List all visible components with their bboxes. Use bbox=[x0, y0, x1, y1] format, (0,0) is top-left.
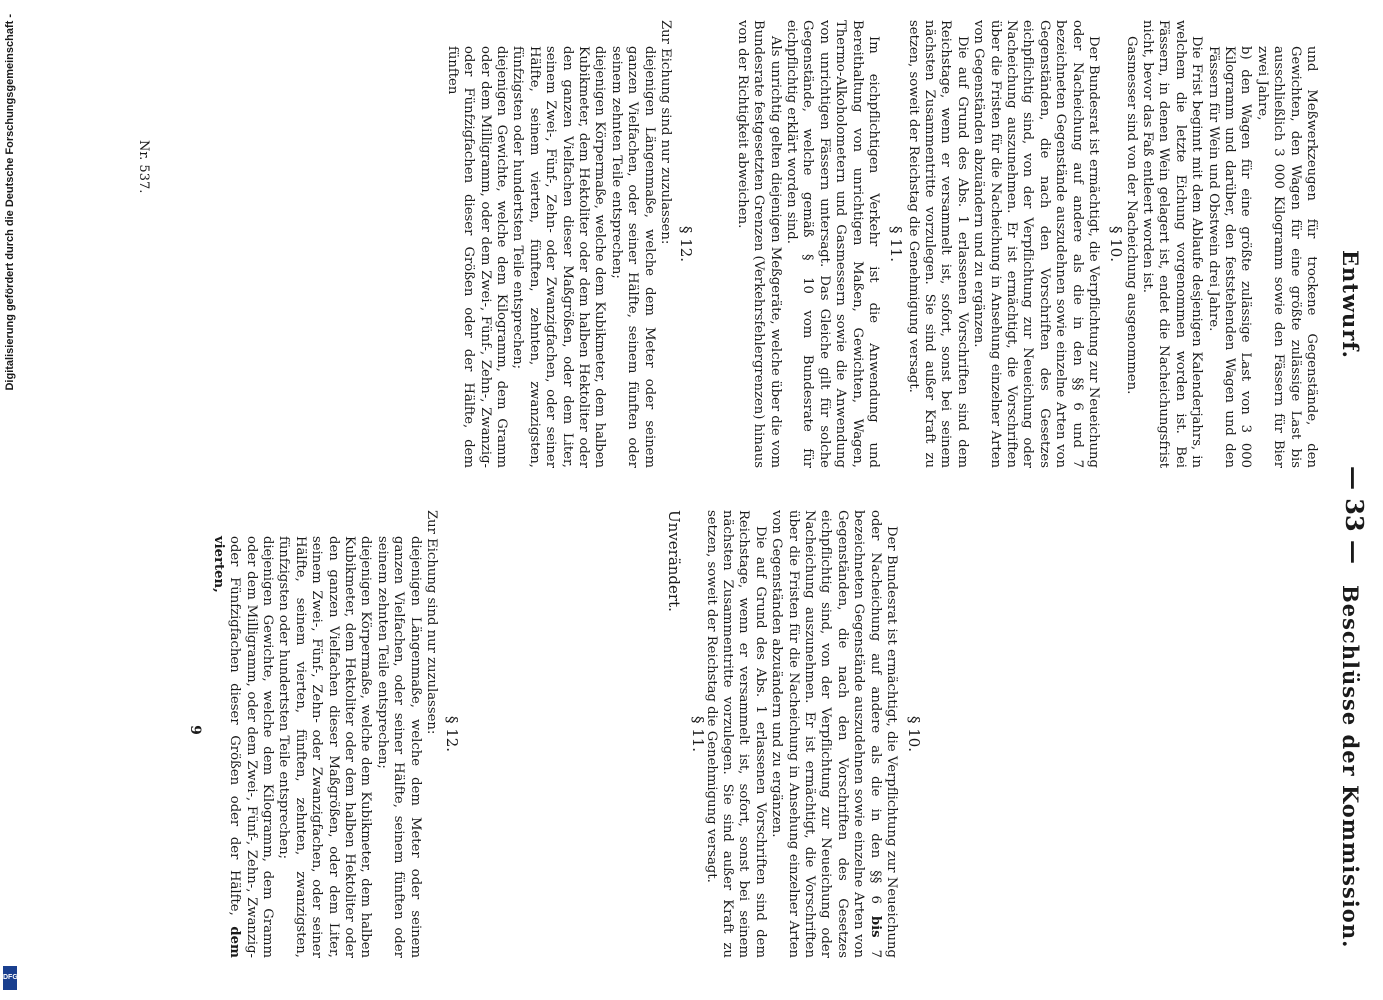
left-paragraph-frist: Die Frist beginnt mit dem Ablaufe desjenigen Kalenderjahrs, in welchem die letzte Eichung vorgenommen worden ist. Bei Fässern, in denen Wein gelagert ist, endet die Nacheichungsfrist nicht, bevor das Faß entleert worden ist. bbox=[1139, 20, 1205, 468]
right-sec10-text-after: 7 bezeichneten Gegenstände auszudehnen sowie einzelne Arten von Gegenständen, die nach den Vorschriften des Gesetzes eichpflichtig sind, von der Verpflichtung zur Neueichung oder Nacheichung auszunehmen. Er ist ermächtigt, die Vorschriften über die Fristen für die Nacheichung in Ansehung einzelner Arten von Gegenständen abzuändern und zu ergänzen. bbox=[769, 510, 883, 958]
digitization-credit-text: Digitalisierung gefördert durch die Deutsche Forschungsgemeinschaft - bbox=[4, 14, 16, 391]
right-sec10-paragraph-1 bbox=[768, 510, 899, 958]
left-sec11-paragraph-1: Im eichpflichtigen Verkehr ist die Anwendung und Bereithaltung von unrichtigen Maßen, Gewichten, Wagen, Thermo-Alkoholometern und Gasmessern sowie die Anwendung von unrichtigen Fässern untersagt. Das Gleiche gilt für solche Gegenstände, welche gemäß § 10 vom Bundesrate für eichpflichtig erklärt worden sind. bbox=[783, 20, 881, 468]
left-sec10-paragraph-2: Die auf Grund des Abs. 1 erlassenen Vorschriften sind dem Reichstage, wenn er versammelt ist, sofort, sonst bei seinem nächsten Zusammentritte vorzulegen. Sie sind außer Kraft zu setzen, soweit der Reichstag die Genehmigung versagt. bbox=[905, 20, 970, 468]
left-top-text bbox=[1122, 20, 1319, 468]
page-number: — 33 — bbox=[1340, 465, 1369, 565]
right-section-12-text bbox=[209, 510, 439, 958]
left-paragraph-b: b) den Wagen für eine größte zulässige Last von 3 000 Kilogramm und darüber, den feststehenden Wagen und den Fässern für Wein und Obstwein drei Jahre. bbox=[1205, 46, 1254, 468]
right-sec12-bold-dem-vierten: dem vierten, bbox=[210, 536, 243, 958]
right-sec12-gewichte-text: diejenigen Gewichte, welche dem Kilogramm, dem Gramm oder dem Milligramm, oder dem Zwei-, Fünf-, Zehn-, Zwanzig- oder Fünfzigfachen dieser Größen oder der Hälfte, bbox=[227, 536, 275, 958]
left-sec11-paragraph-2: Als unrichtig gelten diejenigen Meßgeräte, welche über die vom Bundesrate festgesetzten Grenzen (Verkehrsfehlergrenzen) hinaus von der Richtigkeit abweichen. bbox=[734, 20, 783, 468]
right-section-12-title: § 12. bbox=[443, 715, 461, 753]
right-footer-signature: 9 bbox=[187, 725, 203, 735]
right-column-heading: Beschlüsse der Kommission. bbox=[1338, 585, 1363, 949]
digitization-margin-note bbox=[0, 0, 22, 1000]
dfg-logo: DFG bbox=[3, 966, 17, 990]
left-column-heading: Entwurf. bbox=[1338, 250, 1363, 359]
right-section-10-title: § 10. bbox=[905, 715, 923, 753]
left-sec12-intro: Zur Eichung sind nur zuzulassen: bbox=[658, 20, 673, 245]
right-sec12-gewichte bbox=[209, 510, 275, 958]
left-section-10-title: § 10. bbox=[1107, 225, 1125, 263]
right-section-10-text bbox=[702, 510, 899, 958]
left-footer-number: Nr. 537. bbox=[136, 140, 151, 194]
left-section-12-title: § 12. bbox=[677, 225, 695, 263]
right-sec10-text-before: Der Bundesrat ist ermächtigt, die Verpflichtung zur Neueichung oder Nacheichung auf andere als die in den §§ 6 bbox=[867, 510, 899, 958]
left-section-10-text bbox=[904, 20, 1101, 468]
left-paragraph-gasmesser: Gasmesser sind von der Nacheichung ausgenommen. bbox=[1123, 36, 1139, 395]
right-sec10-bold-bis: bis bbox=[867, 915, 883, 938]
right-sec10-paragraph-2: Die auf Grund des Abs. 1 erlassenen Vorschriften sind dem Reichstage, wenn er versammelt ist, sofort, sonst bei seinem nächsten Zusammentritte vorzulegen. Sie sind außer Kraft zu setzen, soweit der Reichstag die Genehmigung versagt. bbox=[703, 510, 768, 958]
left-paragraph-a: und Meßwerkzeugen für trockene Gegenstände, den Gewichten, den Wagen für eine größte zulässige Last bis ausschließlich 3 000 Kilogramm sowie den Fässern für Bier zwei Jahre, bbox=[1254, 46, 1319, 468]
right-sec12-koerpermasse: diejenigen Körpermaße, welche dem Kubikmeter, dem halben Kubikmeter, dem Hektoliter oder dem halben Hektoliter oder den ganzen Vielfachen dieser Maßgrößen, oder dem Liter, seinem Zwei-, Fünf-, Zehn- oder Zwanzigfachen, oder seiner Hälfte, seinem vierten, fünften, zehnten, zwanzigsten, fünfzigsten oder hundertsten Teile entsprechen; bbox=[276, 536, 374, 958]
right-section-11-title: § 11. bbox=[689, 715, 707, 753]
left-section-12-text bbox=[443, 20, 673, 468]
right-sec12-laengenmasse: diejenigen Längenmaße, welche dem Meter oder seinem ganzen Vielfachen, oder seiner Hälfte, seinem fünften oder seinem zehnten Teile entsprechen; bbox=[374, 536, 423, 958]
right-section-11-unchanged: Unverändert. bbox=[665, 510, 683, 612]
left-sec12-laengenmasse: diejenigen Längenmaße, welche dem Meter oder seinem ganzen Vielfachen, oder seiner Hälfte, seinem fünften oder seinem zehnten Teile entsprechen; bbox=[608, 46, 657, 468]
right-sec12-intro: Zur Eichung sind nur zuzulassen: bbox=[424, 510, 439, 735]
left-sec12-koerpermasse: diejenigen Körpermaße, welche dem Kubikmeter, dem halben Kubikmeter, dem Hektoliter oder dem halben Hektoliter oder den ganzen Vielfachen dieser Maßgrößen, oder dem Liter, seinem Zwei-, Fünf-, Zehn- oder Zwanzigfachen, oder seiner Hälfte, seinem vierten, fünften, zehnten, zwanzigsten, fünfzigsten oder hundertsten Teile entsprechen; bbox=[510, 46, 608, 468]
left-sec10-paragraph-1: Der Bundesrat ist ermächtigt, die Verpflichtung zur Neueichung oder Nacheichung auf andere als die in den §§ 6 und 7 bezeichneten Gegenstände auszudehnen sowie einzelne Arten von Gegenständen, die nach den Vorschriften des Gesetzes eichpflichtig sind, von der Verpflichtung zur Neueichung oder Nacheichung auszunehmen. Er ist ermächtigt, die Vorschriften über die Fristen für die Nacheichung in Ansehung einzelner Arten von Gegenständen abzuändern und zu ergänzen. bbox=[971, 20, 1101, 468]
left-section-11-text bbox=[733, 20, 881, 468]
left-section-11-title: § 11. bbox=[887, 225, 905, 263]
left-sec12-gewichte: diejenigen Gewichte, welche dem Kilogramm, dem Gramm oder dem Milligramm, oder dem Zwei-, Fünf-, Zehn-, Zwanzig- oder Fünfzigfachen dieser Größen oder der Hälfte, dem fünften bbox=[444, 46, 509, 468]
